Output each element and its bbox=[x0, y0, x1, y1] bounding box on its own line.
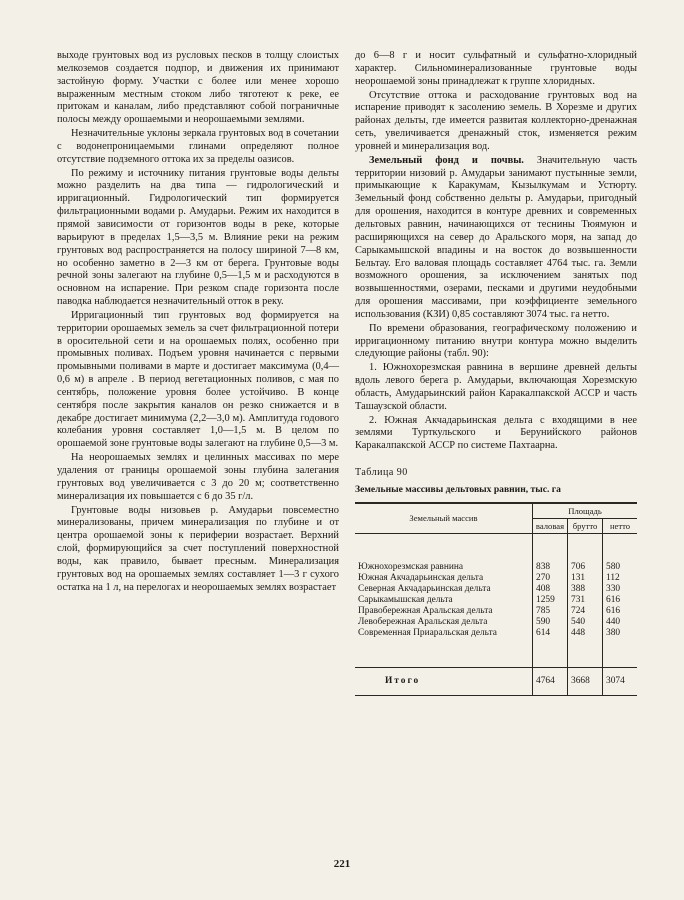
table-title: Земельные массивы дельтовых равнин, тыс. га bbox=[355, 484, 561, 495]
table-row bbox=[355, 573, 637, 584]
row-name: Правобережная Аральская дельта bbox=[358, 605, 493, 616]
row-name: Сарыкамышская дельта bbox=[358, 594, 453, 605]
row-net: 580 bbox=[603, 562, 638, 573]
row-net: 112 bbox=[603, 573, 638, 584]
row-name: Южнохорезмская равнина bbox=[358, 561, 464, 572]
row-total: 838 bbox=[533, 562, 568, 573]
row-total: 614 bbox=[533, 628, 568, 639]
paragraph: выходе грунтовых вод из русловых песков в толщу слоистых мелкоземов создается подпор, и движения их принимают застойную форму. Участки с более или менее хорошо выраженным местным стоком либо тяготеют к реке, ее притокам и каналам, либо представляют собой пограничные полосы между орошаемыми и неорошаемыми землями. bbox=[57, 50, 339, 126]
section-paragraph bbox=[355, 155, 637, 322]
row-total: 270 bbox=[533, 573, 568, 584]
table-total-row bbox=[355, 667, 637, 695]
row-net: 380 bbox=[603, 628, 638, 639]
total-gross: 3668 bbox=[568, 667, 603, 695]
row-net: 330 bbox=[603, 584, 638, 595]
row-gross: 131 bbox=[568, 573, 603, 584]
paragraph: Незначительные уклоны зеркала грунтовых вод в сочетании с водонепроницаемыми глинами определяют полное отсутствие подземного оттока их за пределы оазисов. bbox=[57, 128, 339, 165]
table-row bbox=[355, 584, 637, 595]
row-gross: 448 bbox=[568, 628, 603, 639]
paragraph: По режиму и источнику питания грунтовые воды дельты можно разделить на два типа — гидрологический и ирригационный. Гидрологический тип формируется фильтрационными водами р. Амударьи. Режим их находится в прямой зависимости от горизонтов воды в реке, которые варьируют в пределах 1,5—3,5 м. Влияние реки на режим грунтовых вод распространяется на полосу шириной 7—8 км, но особенно заметно в 2—3 км от берега. Грунтовые воды речной зоны залегают на глубине 0,5—1,5 м и расходуются в основном на испарение. При резком спаде горизонта после паводка наблюдается незначительный отток в реку. bbox=[57, 167, 339, 308]
paragraph: По времени образования, географическому положению и ирригационному питанию внутри контура можно выделить следующие районы (табл. 90): bbox=[355, 322, 637, 360]
column-header-total: валовая bbox=[533, 518, 568, 533]
paragraph: 2. Южная Акчадарьинская дельта с входящими в нее землями Турткульского и Берунийского районов Каракалпакской АССР по системе Пахтаарна. bbox=[355, 414, 637, 452]
row-name: Современная Приаральская дельта bbox=[358, 627, 497, 638]
total-net: 3074 bbox=[603, 667, 638, 695]
row-net: 616 bbox=[603, 606, 638, 617]
column-header-area: Площадь bbox=[533, 503, 638, 519]
land-table bbox=[355, 502, 637, 696]
table-row bbox=[355, 617, 637, 628]
column-header-gross: брутто bbox=[568, 518, 603, 533]
column-header-net: нетто bbox=[603, 518, 638, 533]
table-row bbox=[355, 595, 637, 606]
right-column bbox=[355, 50, 637, 696]
total-label: Итого bbox=[355, 667, 533, 695]
row-gross: 706 bbox=[568, 562, 603, 573]
row-name: Южная Акчадарьинская дельта bbox=[358, 572, 484, 583]
paragraph: На неорошаемых землях и целинных массивах по мере удаления от границы орошаемой зоны глубина залегания грунтовых вод увеличивается с 3 до 20 м; соответственно минерализация их повышается с 6 до 35 г/л. bbox=[57, 452, 339, 502]
table-row bbox=[355, 606, 637, 617]
left-column bbox=[57, 50, 339, 594]
row-gross: 388 bbox=[568, 584, 603, 595]
total-total: 4764 bbox=[533, 667, 568, 695]
row-total: 785 bbox=[533, 606, 568, 617]
row-total: 590 bbox=[533, 617, 568, 628]
paragraph: Ирригационный тип грунтовых вод формируется на территории орошаемых земель за счет фильтрационной потери в оросительной сети и на орошаемых полях, особенно при промывных поливах. Подъем уровня начинается с первыми промывными поливами в марте и достигает максимума (0,4—0,6 м) в апреле . В период вегетационных поливов, с мая по сентябрь, положение уровня более устойчиво. В конце сентября после закрытия каналов он резко снижается и в декабре достигает минимума (2,2—3,0 м). Амплитуда годового колебания уровня составляет 1,0—1,5 м. В целом по орошаемой зоне грунтовые воды залегают на глубине 0,5—3 м. bbox=[57, 309, 339, 450]
table-row bbox=[355, 562, 637, 573]
row-total: 408 bbox=[533, 584, 568, 595]
table-caption: Таблица 90 bbox=[355, 467, 408, 479]
table-row bbox=[355, 628, 637, 639]
paragraph: Грунтовые воды низовьев р. Амударьи повсеместно минерализованы, причем минерализация по глубине и от центра орошаемой зоны к периферии возрастает. Верхний слой, формирующийся за счет поступлений поверхностной воды, как правило, бывает пресным. Минерализация грунтовых вод на орошаемых землях составляет 1—3 г сухого остатка на 1 л, на перелогах и неорошаемых землях возрастает bbox=[57, 504, 339, 593]
row-gross: 540 bbox=[568, 617, 603, 628]
paragraph: Отсутствие оттока и расходование грунтовых вод на испарение приводят к засолению земель. В Хорезме и других районах дельты, где имеется развитая коллекторно-дренажная сеть, увеличивается дренажный сток, изменяется режим уровней и минерализация вод. bbox=[355, 89, 637, 152]
paragraph: до 6—8 г и носит сульфатный и сульфатно-хлоридный характер. Сильноминерализованные грунтовые воды неорошаемой зоны принадлежат к группе хлоридных. bbox=[355, 50, 637, 87]
row-gross: 724 bbox=[568, 606, 603, 617]
row-net: 440 bbox=[603, 617, 638, 628]
section-text: Значительную часть территории низовий р. Амударьи занимают пустынные земли, примыкающие к Каракумам, Кызылкумам и Устюрту. Земельный фонд собственно дельты р. Амударьи, пригодный для орошения, находится в контуре древних и современных дельтовых равнин, начинающихся от теснины Тюямуюн и расширяющихся на север до Аральского моря, на запад до Сарыкамышской впадины и на восток до возвышенности Бельтау. Его валовая площадь составляет 4764 тыс. га. Земли возможного орошения, за исключением занятых под возвышенностями, озерами, песками и другими неудобными для орошения массивами, при коэффициенте земельного использования (КЗИ) 0,85 составляют 3074 тыс. га нетто. bbox=[355, 154, 637, 320]
row-name: Левобережная Аральская дельта bbox=[358, 616, 488, 627]
page-number: 221 bbox=[333, 858, 351, 870]
section-heading: Земельный фонд и почвы. bbox=[369, 154, 524, 166]
row-name: Северная Акчадарьинская дельта bbox=[358, 583, 491, 594]
row-gross: 731 bbox=[568, 595, 603, 606]
column-header-name: Земельный массив bbox=[355, 503, 533, 534]
row-total: 1259 bbox=[533, 595, 568, 606]
paragraph: 1. Южнохорезмская равнина в вершине древней дельты вдоль левого берега р. Амударьи, включающая Хорезмскую область, Амударьинский район Каракалпакской АССР и часть Ташаузской области. bbox=[355, 362, 637, 412]
row-net: 616 bbox=[603, 595, 638, 606]
